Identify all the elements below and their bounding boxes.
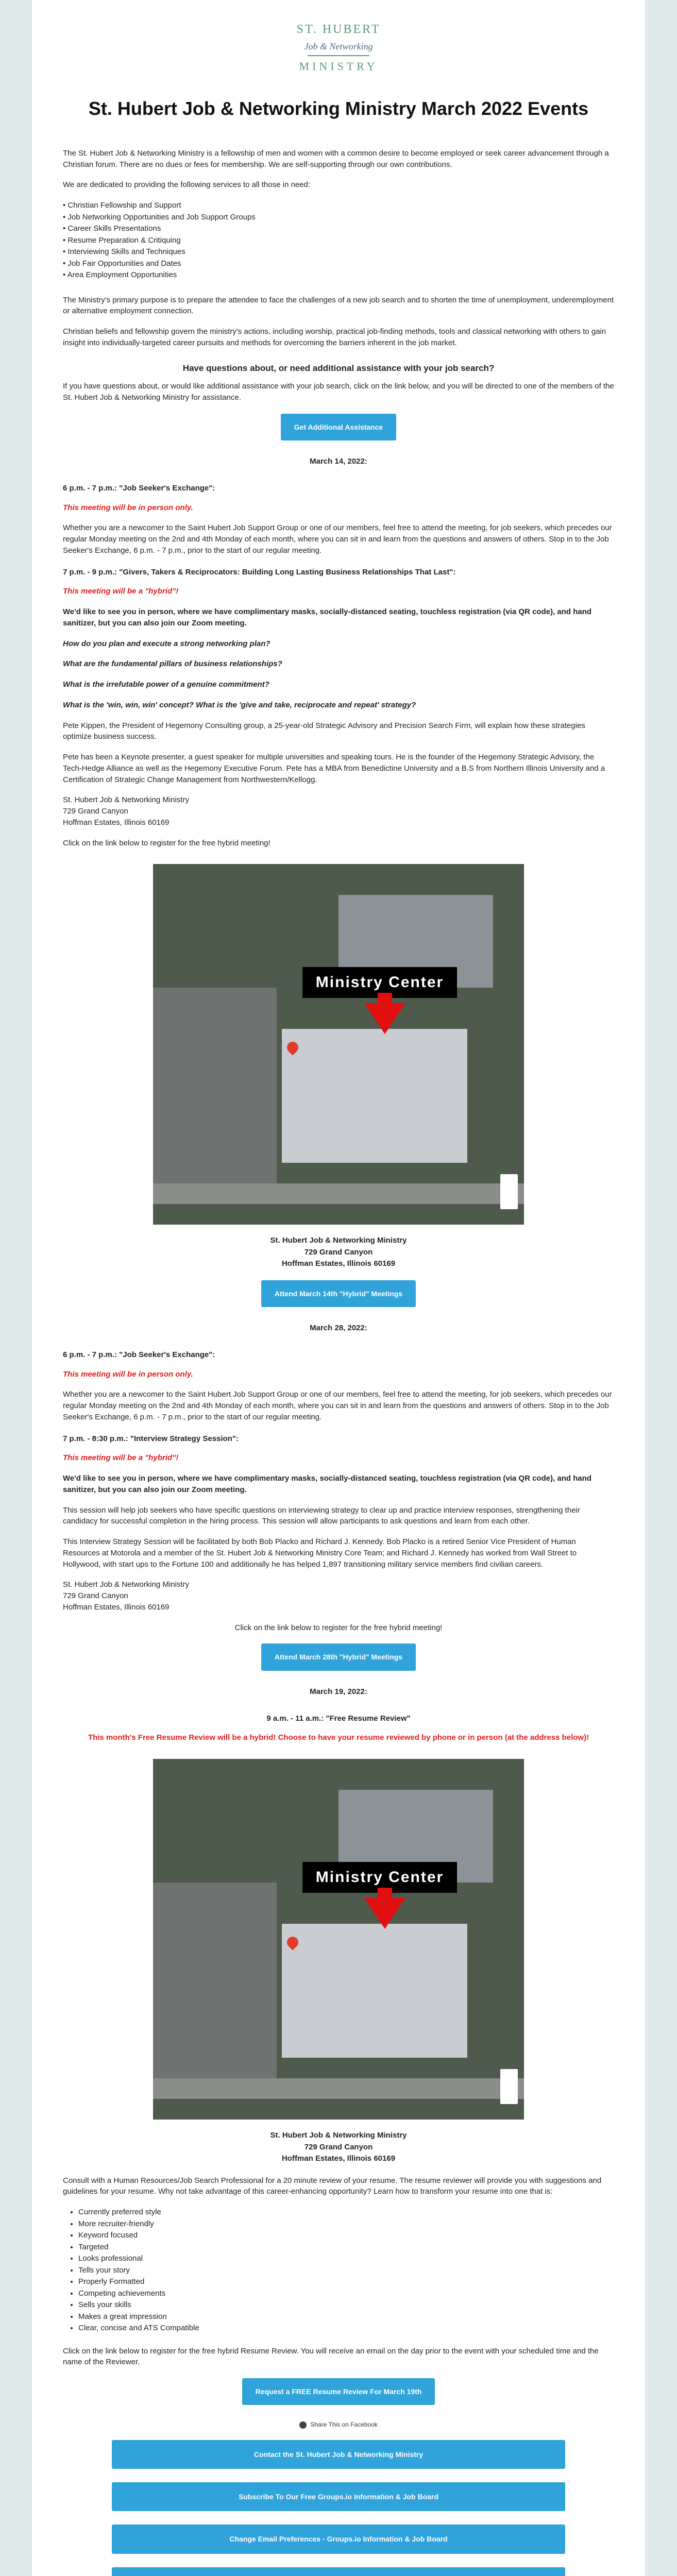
intro-paragraph-5: If you have questions about, or would like additional assistance with your job search, click on the link below, and you will be directed to one of the members of the St. Hubert Job & Networking Ministry for assistance. — [63, 382, 614, 402]
services-list — [63, 200, 614, 281]
intro-paragraph-2: We are dedicated to providing the following services to all those in need: — [63, 180, 311, 190]
service-item: • Resume Preparation & Critiquing — [63, 235, 181, 245]
map-label: Ministry Center — [302, 1862, 457, 1893]
register-text: Click on the link below to register for the free hybrid meeting! — [234, 1623, 443, 1632]
intro-paragraph-4: Christian beliefs and fellowship govern the ministry's actions, including worship, practical job-finding methods, tools and classical networking with others to gain insight into individually-targeted career pursuits and methods for overcoming the barriers inherent in the job market. — [63, 327, 606, 347]
facebook-icon — [299, 2421, 307, 2429]
address-line: 729 Grand Canyon — [304, 2142, 373, 2151]
address-line: Hoffman Estates, Illinois 60169 — [63, 1602, 170, 1612]
event-description: Pete Kippen, the President of Hegemony Consulting group, a 25-year-old Strategic Advisory and Precision Search Firm, will explain how these strategies optimize business success. — [63, 721, 585, 741]
event-mode: This meeting will be in person only. — [63, 503, 193, 512]
event-description: This session will help job seekers who have specific questions on interviewing strategy to clear up and practice interview responses, strengthening their candidacy for successful completion in the hiring process. This session will allow participants to ask questions and learn from each other. — [63, 1505, 580, 1526]
service-item: • Career Skills Presentations — [63, 224, 161, 233]
map-label: Ministry Center — [302, 967, 457, 998]
submit-jobs-button[interactable] — [112, 2567, 565, 2576]
event-time: 7 p.m. - 9 p.m.: "Givers, Takers & Reciprocators: Building Long Lasting Business Relationships That Last": — [63, 567, 456, 577]
map-building — [282, 1924, 467, 2058]
service-item: • Job Fair Opportunities and Dates — [63, 259, 181, 268]
logo-line-1: ST. HUBERT — [296, 23, 381, 36]
address-line: Hoffman Estates, Illinois 60169 — [281, 1259, 396, 1268]
address-line: St. Hubert Job & Networking Ministry — [63, 795, 190, 805]
list-item: • Keyword focused — [78, 2230, 614, 2242]
event-description: This Interview Strategy Session will be facilitated by both Bob Placko and Richard J. Kennedy. Bob Placko is a retired Senior Vice President of Human Resources at Motorola and a member of the St. Hubert Job & Networking Ministry Core Team; and Richard J. Kennedy has worked from Wall Street to Hollywood, with start ups to the Fortune 100 and additionally he has helped 1,897 transitioning military service members find civilian careers. — [63, 1537, 577, 1569]
list-item: • Competing achievements — [78, 2288, 614, 2300]
event-question: What are the fundamental pillars of business relationships? — [63, 659, 282, 669]
address-line: St. Hubert Job & Networking Ministry — [270, 1236, 407, 1245]
request-resume-review-button[interactable]: Request a FREE Resume Review For March 19th — [242, 2378, 435, 2405]
register-text: Click on the link below to register for the free hybrid meeting! — [63, 838, 270, 848]
list-item: • Targeted — [78, 2242, 614, 2253]
date-heading-mar19: March 19, 2022: — [310, 1687, 367, 1696]
list-item: • Tells your story — [78, 2265, 614, 2277]
event-time: 6 p.m. - 7 p.m.: "Job Seeker's Exchange": — [63, 1350, 215, 1359]
event-description: Pete has been a Keynote presenter, a guest speaker for multiple universities and speaking tours. He is the founder of the Hegemony Strategic Advisory, the Tech-Hedge Alliance as well as the Hegemony Executive Forum. Pete has a MBA from Benedictine University and a B.S from Northern Illinois University and a Certification of Strategic Change Management from Northwestern/Kellogg. — [63, 753, 605, 784]
list-item: • Makes a great impression — [78, 2311, 614, 2323]
intro-paragraph-1: The St. Hubert Job & Networking Ministry is a fellowship of men and women with a common desire to become employed or seek career advancement through a Christian forum. There are no dues or fees for membership. We are self-supporting through our own contributions. — [63, 148, 609, 169]
address-block — [63, 1579, 614, 1613]
address-line: 729 Grand Canyon — [63, 807, 128, 816]
service-item: • Area Employment Opportunities — [63, 270, 177, 280]
list-item: • Currently preferred style — [78, 2207, 614, 2218]
address-line: 729 Grand Canyon — [304, 1247, 373, 1257]
event-time: 9 a.m. - 11 a.m.: "Free Resume Review" — [266, 1714, 411, 1723]
change-preferences-button[interactable]: Change Email Preferences - Groups.io Information & Job Board — [112, 2524, 565, 2553]
map-parking-lot — [153, 988, 277, 1183]
address-line: 729 Grand Canyon — [63, 1591, 128, 1601]
get-assistance-button[interactable]: Get Additional Assistance — [281, 414, 396, 440]
list-item: • Looks professional — [78, 2253, 614, 2265]
event-description: Whether you are a newcomer to the Saint Hubert Job Support Group or one of our members, feel free to attend the meeting, for job seekers, which precedes our regular Monday meeting on the 2nd and 4th Monday of each month, where you can sit in and learn from the questions and answers of others. Stop in to the Job Seeker's Exchange, 6 p.m. - 7 p.m., prior to the start of our regular meeting. — [63, 1390, 612, 1421]
page-title: St. Hubert Job & Networking Ministry March 2022 Events — [88, 97, 589, 119]
event-mode: This meeting will be a "hybrid"! — [63, 587, 179, 596]
resume-description: Consult with a Human Resources/Job Search Professional for a 20 minute review of your resume. The resume reviewer will provide you with suggestions and guidelines for your resume. Why not take advantage of this career-enhancing opportunity? Learn how to transform your resume into one that is: — [63, 2176, 602, 2196]
service-item: • Job Networking Opportunities and Job Support Groups — [63, 212, 256, 222]
event-welcome: We'd like to see you in person, where we have complimentary masks, socially-distanced seating, touchless registration (via QR code), and hand sanitizer, but you can also join our Zoom meeting. — [63, 1474, 592, 1494]
resume-benefits-list — [78, 2207, 614, 2334]
address-block — [63, 2130, 614, 2165]
share-facebook-label: Share This on Facebook — [310, 2421, 378, 2429]
address-block — [63, 794, 614, 828]
ministry-logo — [63, 21, 614, 75]
arrow-icon — [364, 1003, 405, 1034]
list-item: • More recruiter-friendly — [78, 2218, 614, 2230]
zoom-controls[interactable] — [500, 2069, 518, 2104]
service-item: • Interviewing Skills and Techniques — [63, 247, 185, 257]
attend-mar14-button[interactable]: Attend March 14th "Hybrid" Meetings — [261, 1280, 416, 1307]
attend-mar28-button[interactable]: Attend March 28th "Hybrid" Meetings — [261, 1643, 416, 1670]
ministry-map[interactable] — [153, 1759, 524, 2120]
address-line: St. Hubert Job & Networking Ministry — [63, 1580, 190, 1589]
event-question: What is the irrefutable power of a genuine commitment? — [63, 680, 269, 689]
address-line: St. Hubert Job & Networking Ministry — [270, 2131, 407, 2140]
event-question: What is the 'win, win, win' concept? What is the 'give and take, reciprocate and repeat' strategy? — [63, 700, 416, 709]
resume-notice: This month's Free Resume Review will be a hybrid! Choose to have your resume reviewed by phone or in person (at the address below)! — [88, 1733, 589, 1742]
subscribe-button[interactable]: Subscribe To Our Free Groups.io Information & Job Board — [112, 2482, 565, 2511]
logo-line-3: MINISTRY — [299, 59, 378, 73]
share-facebook[interactable] — [63, 2420, 614, 2429]
zoom-controls[interactable] — [500, 1174, 518, 1209]
address-block — [63, 1235, 614, 1270]
action-buttons — [63, 2440, 614, 2576]
event-mode: This meeting will be a "hybrid"! — [63, 1453, 179, 1463]
event-question: How do you plan and execute a strong networking plan? — [63, 639, 270, 648]
map-road — [153, 2078, 524, 2099]
logo-divider — [308, 55, 369, 56]
date-heading-mar28: March 28, 2022: — [310, 1324, 367, 1333]
map-parking-lot — [153, 1883, 277, 2078]
arrow-icon — [364, 1898, 405, 1929]
event-description: Whether you are a newcomer to the Saint Hubert Job Support Group or one of our members, feel free to attend the meeting, for job seekers, which precedes our regular Monday meeting on the 2nd and 4th Monday of each month, where you can sit in and learn from the questions and answers of others. Stop in to the Job Seeker's Exchange, 6 p.m. - 7 p.m., prior to the start of our regular meeting. — [63, 523, 612, 555]
event-welcome: We'd like to see you in person, where we have complimentary masks, socially-distanced seating, touchless registration (via QR code), and hand sanitizer, but you can also join our Zoom meeting. — [63, 607, 592, 628]
event-mode: This meeting will be in person only. — [63, 1369, 193, 1379]
resume-register-text: Click on the link below to register for the free hybrid Resume Review. You will receive an email on the day prior to the event with your scheduled time and the name of the Reviewer. — [63, 2346, 599, 2367]
map-road — [153, 1183, 524, 1204]
service-item: • Christian Fellowship and Support — [63, 201, 181, 210]
ministry-map[interactable] — [153, 864, 524, 1225]
event-time: 7 p.m. - 8:30 p.m.: "Interview Strategy Session": — [63, 1434, 239, 1443]
date-heading-mar14: March 14, 2022: — [310, 457, 367, 466]
assistance-question: Have questions about, or need additional assistance with your job search? — [182, 363, 495, 373]
event-time: 6 p.m. - 7 p.m.: "Job Seeker's Exchange": — [63, 483, 215, 493]
logo-line-2: Job & Networking — [304, 41, 373, 52]
list-item: • Clear, concise and ATS Compatible — [78, 2323, 614, 2334]
list-item: • Sells your skills — [78, 2299, 614, 2311]
contact-ministry-button[interactable]: Contact the St. Hubert Job & Networking Ministry — [112, 2440, 565, 2469]
intro-paragraph-3: The Ministry's primary purpose is to prepare the attendee to face the challenges of a new job search and to shorten the time of unemployment, underemployment or alternative employment connection. — [63, 295, 614, 316]
list-item: • Properly Formatted — [78, 2276, 614, 2288]
address-line: Hoffman Estates, Illinois 60169 — [281, 2154, 396, 2163]
map-building — [282, 1029, 467, 1163]
email-body — [32, 0, 645, 2576]
address-line: Hoffman Estates, Illinois 60169 — [63, 818, 170, 827]
